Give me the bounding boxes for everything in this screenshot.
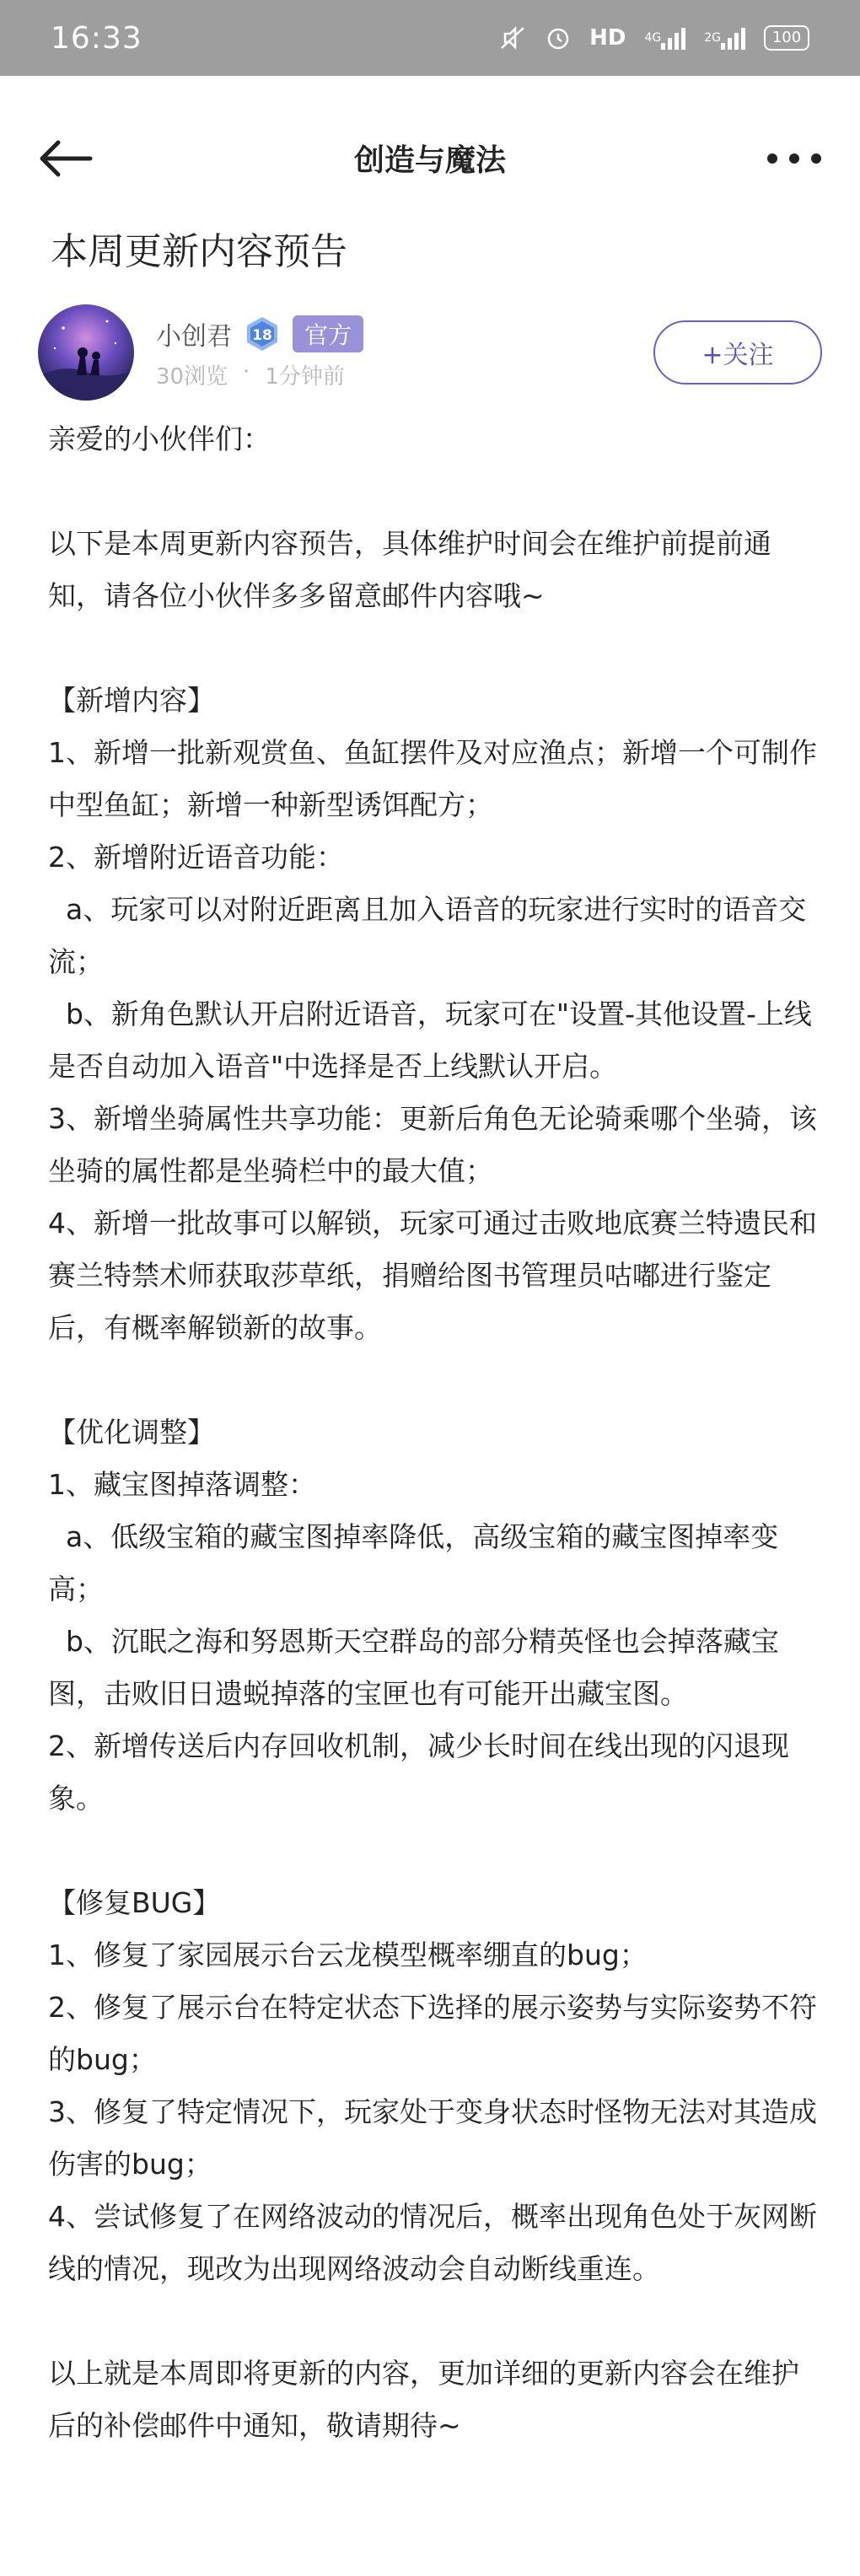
author-row [38,302,822,403]
meta-separator: · [243,358,250,385]
author-info [156,315,363,390]
content-line: 以上就是本周即将更新的内容，更加详细的更新内容会在维护后的补偿邮件中通知，敬请期待~ [48,2357,799,2442]
section-heading-bugfix: 【修复BUG】 [48,1886,221,1919]
content-line: a、玩家可以对附近距离且加入语音的玩家进行实时的语音交流； [48,893,807,978]
view-count: 30浏览 [156,363,228,390]
arrow-left-icon [38,139,94,178]
mute-vibrate-icon [498,25,527,51]
hd-icon: HD [589,25,626,51]
content-line: 4、新增一批故事可以解锁，玩家可通过击败地底赛兰特遗民和赛兰特禁术师获取莎草纸，捐赠给图书管理员咕嘟进行鉴定后，有概率解锁新的故事。 [48,1207,817,1344]
status-icons [498,25,809,51]
author-name[interactable]: 小创君 [156,321,232,352]
content-line: 以下是本周更新内容预告，具体维护时间会在维护前提前通知，请各位小伙伴多多留意邮件内容哦~ [48,527,771,612]
alarm-icon [546,25,571,51]
content-blank [48,2295,817,2347]
official-tag: 官方 [293,315,363,352]
status-time: 16:33 [51,20,142,56]
post-content [48,413,817,2452]
content-line: 1、藏宝图掉落调整： [48,1468,316,1501]
content-line: 2、新增附近语音功能： [48,841,344,874]
level-number: 18 [252,326,272,344]
content-blank [48,1825,817,1877]
section-heading-new: 【新增内容】 [48,684,215,717]
post-time: 1分钟前 [265,363,345,390]
more-button[interactable] [755,125,822,192]
signal-4g-icon [644,26,685,50]
content-blank [48,1354,817,1406]
content-blank [48,465,817,518]
meta-line [156,359,363,390]
net-label-2g: 2G [704,31,721,45]
back-button[interactable] [38,125,105,192]
signal-2g-icon [704,26,745,50]
content-line: 亲爱的小伙伴们： [48,422,271,455]
section-heading-optimize: 【优化调整】 [48,1416,215,1449]
follow-button[interactable]: +关注 [653,320,822,385]
avatar[interactable] [38,304,134,401]
content-line: a、低级宝箱的藏宝图掉率降低，高级宝箱的藏宝图掉率变高； [48,1520,779,1605]
content-line: 3、修复了特定情况下，玩家处于变身状态时怪物无法对其造成伤害的bug； [48,2095,817,2181]
content-line: b、新角色默认开启附近语音，玩家可在"设置-其他设置-上线是否自动加入语音"中选择是否上线默认开启。 [48,998,812,1083]
content-blank [48,622,817,675]
content-line: 1、新增一批新观赏鱼、鱼缸摆件及对应渔点；新增一个可制作中型鱼缸；新增一种新型诱饵配方； [48,736,817,821]
content-line: b、沉眠之海和努恩斯天空群岛的部分精英怪也会掉落藏宝图，击败旧日遗蜕掉落的宝匣也有可能开出藏宝图。 [48,1625,779,1710]
post-title: 本周更新内容预告 [51,230,347,273]
nav-bar [0,76,860,240]
author-line [156,315,363,352]
status-bar [0,0,860,76]
content-line: 2、修复了展示台在特定状态下选择的展示姿势与实际姿势不符的bug； [48,1991,817,2076]
level-badge-icon [244,315,281,352]
content-line: 2、新增传送后内存回收机制，减少长时间在线出现的闪退现象。 [48,1729,789,1815]
battery-icon: 100 [764,25,809,51]
more-dots-icon [766,153,822,164]
content-line: 3、新增坐骑属性共享功能：更新后角色无论骑乘哪个坐骑，该坐骑的属性都是坐骑栏中的最大值； [48,1102,817,1187]
nav-title: 创造与魔法 [353,143,506,178]
content-line: 4、尝试修复了在网络波动的情况后，概率出现角色处于灰网断线的情况，现改为出现网络波动会自动断线重连。 [48,2200,817,2285]
net-label-4g: 4G [644,31,662,45]
content-line: 1、修复了家园展示台云龙模型概率绷直的bug； [48,1939,648,1971]
